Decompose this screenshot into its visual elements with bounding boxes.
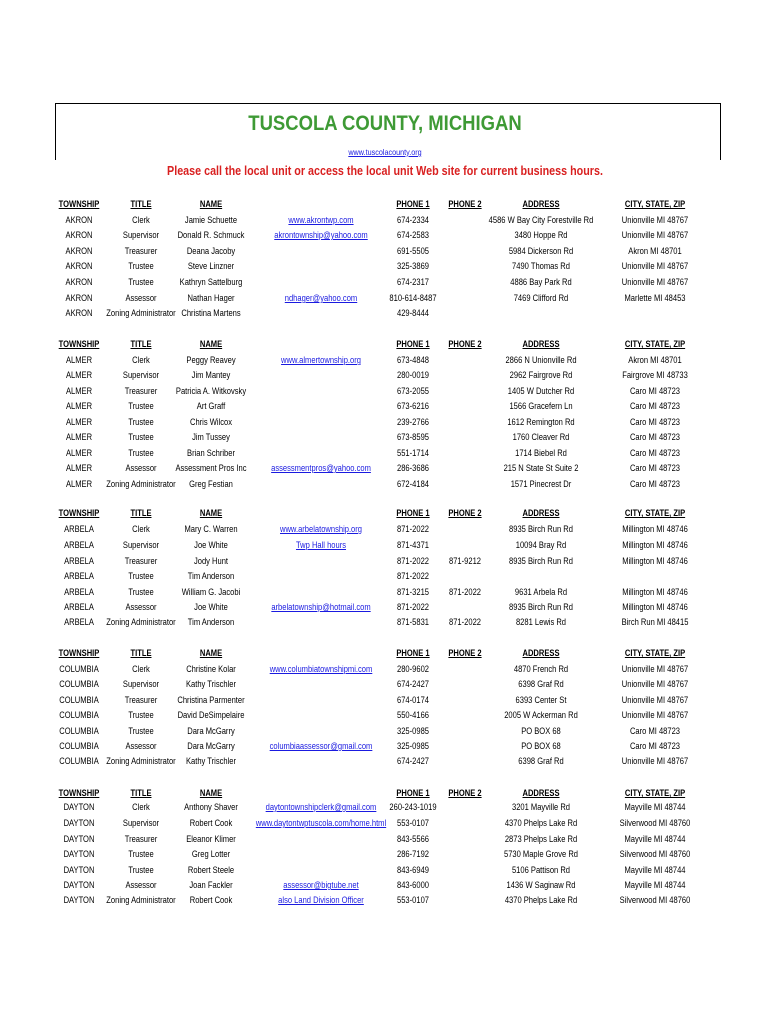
name-cell: Robert Cook xyxy=(189,895,233,905)
phone1-cell: 871-2022 xyxy=(397,571,429,581)
township-cell: ALMER xyxy=(65,370,93,380)
city-zip-cell: Mayville MI 48744 xyxy=(624,802,686,812)
address-cell: 2866 N Unionville Rd xyxy=(505,355,577,365)
title-cell: Supervisor xyxy=(122,230,160,240)
column-header: TOWNSHIP xyxy=(58,788,100,798)
township-cell: ARBELA xyxy=(64,524,94,534)
name-cell: Patricia A. Witkovsky xyxy=(175,386,247,396)
address-cell: 5730 Maple Grove Rd xyxy=(503,849,579,859)
address-cell: 1612 Remington Rd xyxy=(507,417,575,427)
name-cell: Nathan Hager xyxy=(187,293,235,303)
name-cell: William G. Jacobi xyxy=(181,587,241,597)
phone1-cell: 674-0174 xyxy=(397,695,429,705)
city-zip-cell: Caro MI 48723 xyxy=(629,726,681,736)
phone1-cell: 674-2334 xyxy=(397,215,429,225)
column-header: TITLE xyxy=(130,788,152,798)
phone1-cell: 429-8444 xyxy=(397,308,429,318)
city-zip-cell: Akron MI 48701 xyxy=(628,246,682,256)
address-cell: 3480 Hoppe Rd xyxy=(514,230,568,240)
township-cell: ALMER xyxy=(65,463,93,473)
phone1-cell: 550-4166 xyxy=(397,710,429,720)
title-cell: Trustee xyxy=(128,401,154,411)
phone1-cell: 674-2317 xyxy=(397,277,429,287)
name-cell: Jamie Schuette xyxy=(184,215,238,225)
city-zip-cell: Mayville MI 48744 xyxy=(624,865,686,875)
name-cell: Assessment Pros Inc xyxy=(175,463,247,473)
phone1-cell: 673-6216 xyxy=(397,401,429,411)
column-header: PHONE 2 xyxy=(448,648,482,658)
name-cell: Chris Wilcox xyxy=(189,417,233,427)
title-cell: Assessor xyxy=(125,463,157,473)
name-cell: Joan Fackler xyxy=(189,880,233,890)
address-cell: 1714 Biebel Rd xyxy=(515,448,567,458)
city-zip-cell: Mayville MI 48744 xyxy=(624,880,686,890)
township-cell: ARBELA xyxy=(64,540,94,550)
township-cell: DAYTON xyxy=(63,818,95,828)
title-cell: Trustee xyxy=(128,726,154,736)
name-cell: David DeSimpelaire xyxy=(177,710,245,720)
column-header: TOWNSHIP xyxy=(58,648,100,658)
township-cell: AKRON xyxy=(65,293,93,303)
phone1-cell: 810-614-8487 xyxy=(389,293,437,303)
township-cell: ARBELA xyxy=(64,571,94,581)
city-zip-cell: Caro MI 48723 xyxy=(629,463,681,473)
address-cell: 4370 Phelps Lake Rd xyxy=(504,818,578,828)
address-cell: 5984 Dickerson Rd xyxy=(508,246,574,256)
column-header: NAME xyxy=(199,788,223,798)
name-cell: Greg Lotter xyxy=(191,849,231,859)
title-cell: Zoning Administrator xyxy=(106,479,176,489)
title-cell: Treasurer xyxy=(124,556,158,566)
name-cell: Art Graff xyxy=(196,401,226,411)
township-cell: COLUMBIA xyxy=(59,679,99,689)
phone1-cell: 843-6000 xyxy=(397,880,429,890)
phone1-cell: 674-2427 xyxy=(397,679,429,689)
address-cell: 1566 Gracefern Ln xyxy=(509,401,573,411)
column-header: ADDRESS xyxy=(522,648,560,658)
phone1-cell: 871-3215 xyxy=(397,587,429,597)
township-cell: ALMER xyxy=(65,401,93,411)
address-cell: PO BOX 68 xyxy=(521,741,561,751)
web-cell[interactable]: arbelatownship@hotmail.com xyxy=(271,602,371,612)
address-cell: 8935 Birch Run Rd xyxy=(509,556,573,566)
title-cell: Treasurer xyxy=(124,695,158,705)
column-header: TOWNSHIP xyxy=(58,339,100,349)
city-zip-cell: Caro MI 48723 xyxy=(629,479,681,489)
address-cell: 8281 Lewis Rd xyxy=(515,617,567,627)
phone2-cell: 871-2022 xyxy=(449,587,481,597)
township-cell: ALMER xyxy=(65,448,93,458)
township-cell: COLUMBIA xyxy=(59,756,99,766)
phone1-cell: 551-1714 xyxy=(397,448,429,458)
web-cell[interactable]: www.almertownship.org xyxy=(281,355,361,365)
address-cell: 4586 W Bay City Forestville Rd xyxy=(488,215,594,225)
township-cell: ALMER xyxy=(65,417,93,427)
web-cell[interactable]: daytontownshipclerk@gmail.com xyxy=(265,802,377,812)
title-cell: Treasurer xyxy=(124,386,158,396)
address-cell: 2005 W Ackerman Rd xyxy=(504,710,578,720)
address-cell: 1405 W Dutcher Rd xyxy=(507,386,575,396)
column-header: PHONE 1 xyxy=(396,788,430,798)
phone1-cell: 260-243-1019 xyxy=(389,802,437,812)
city-zip-cell: Caro MI 48723 xyxy=(629,417,681,427)
address-cell: 6398 Graf Rd xyxy=(518,679,564,689)
phone1-cell: 871-2022 xyxy=(397,602,429,612)
name-cell: Joe White xyxy=(194,540,228,550)
title-cell: Trustee xyxy=(128,571,154,581)
city-zip-cell: Caro MI 48723 xyxy=(629,448,681,458)
phone1-cell: 286-3686 xyxy=(397,463,429,473)
column-header: PHONE 1 xyxy=(396,199,430,209)
title-cell: Supervisor xyxy=(122,818,160,828)
title-cell: Trustee xyxy=(128,865,154,875)
web-cell[interactable]: Twp Hall hours xyxy=(295,540,347,550)
township-cell: AKRON xyxy=(65,261,93,271)
title-cell: Clerk xyxy=(132,524,150,534)
address-cell: 8935 Birch Run Rd xyxy=(509,524,573,534)
city-zip-cell: Unionville MI 48767 xyxy=(621,230,689,240)
phone1-cell: 280-0019 xyxy=(397,370,429,380)
column-header: PHONE 2 xyxy=(448,788,482,798)
column-header: PHONE 2 xyxy=(448,199,482,209)
title-cell: Trustee xyxy=(128,432,154,442)
name-cell: Joe White xyxy=(194,602,228,612)
title-cell: Zoning Administrator xyxy=(106,895,176,905)
title-cell: Assessor xyxy=(125,880,157,890)
business-hours-notice: Please call the local unit or access the local unit Web site for current business hours. xyxy=(167,164,603,178)
title-cell: Trustee xyxy=(128,261,154,271)
name-cell: Kathy Trischler xyxy=(185,679,237,689)
township-cell: AKRON xyxy=(65,308,93,318)
name-cell: Mary C. Warren xyxy=(184,524,238,534)
name-cell: Peggy Reavey xyxy=(186,355,236,365)
title-cell: Trustee xyxy=(128,710,154,720)
phone1-cell: 280-9602 xyxy=(397,664,429,674)
address-cell: 1436 W Saginaw Rd xyxy=(506,880,576,890)
name-cell: Jim Tussey xyxy=(192,432,230,442)
phone1-cell: 673-2055 xyxy=(397,386,429,396)
name-cell: Kathy Trischler xyxy=(185,756,237,766)
township-cell: DAYTON xyxy=(63,880,95,890)
title-cell: Assessor xyxy=(125,293,157,303)
phone1-cell: 871-5831 xyxy=(397,617,429,627)
title-cell: Zoning Administrator xyxy=(106,308,176,318)
column-header: NAME xyxy=(199,339,223,349)
phone1-cell: 674-2427 xyxy=(397,756,429,766)
township-cell: AKRON xyxy=(65,230,93,240)
city-zip-cell: Unionville MI 48767 xyxy=(621,679,689,689)
township-cell: DAYTON xyxy=(63,802,95,812)
title-cell: Clerk xyxy=(132,802,150,812)
title-cell: Clerk xyxy=(132,664,150,674)
city-zip-cell: Silverwood MI 48760 xyxy=(619,849,691,859)
title-cell: Trustee xyxy=(128,277,154,287)
city-zip-cell: Unionville MI 48767 xyxy=(621,261,689,271)
city-zip-cell: Millington MI 48746 xyxy=(622,602,688,612)
title-cell: Trustee xyxy=(128,587,154,597)
title-cell: Zoning Administrator xyxy=(106,756,176,766)
name-cell: Christine Kolar xyxy=(186,664,236,674)
city-zip-cell: Caro MI 48723 xyxy=(629,401,681,411)
phone1-cell: 325-0985 xyxy=(397,741,429,751)
column-header: NAME xyxy=(199,199,223,209)
address-cell: 1571 Pinecrest Dr xyxy=(510,479,572,489)
address-cell: 4870 French Rd xyxy=(513,664,569,674)
phone1-cell: 871-4371 xyxy=(397,540,429,550)
name-cell: Christina Parmenter xyxy=(177,695,245,705)
title-cell: Supervisor xyxy=(122,679,160,689)
address-cell: 10094 Bray Rd xyxy=(515,540,567,550)
name-cell: Tim Anderson xyxy=(187,571,235,581)
address-cell: 1760 Cleaver Rd xyxy=(512,432,570,442)
township-cell: AKRON xyxy=(65,277,93,287)
phone1-cell: 286-7192 xyxy=(397,849,429,859)
name-cell: Jody Hunt xyxy=(193,556,229,566)
phone1-cell: 673-8595 xyxy=(397,432,429,442)
city-zip-cell: Unionville MI 48767 xyxy=(621,277,689,287)
city-zip-cell: Unionville MI 48767 xyxy=(621,695,689,705)
page-title: TUSCOLA COUNTY, MICHIGAN xyxy=(248,112,522,135)
city-zip-cell: Unionville MI 48767 xyxy=(621,710,689,720)
city-zip-cell: Unionville MI 48767 xyxy=(621,756,689,766)
township-cell: COLUMBIA xyxy=(59,710,99,720)
city-zip-cell: Mayville MI 48744 xyxy=(624,834,686,844)
address-cell: 6398 Graf Rd xyxy=(518,756,564,766)
phone1-cell: 674-2583 xyxy=(397,230,429,240)
name-cell: Anthony Shaver xyxy=(184,802,238,812)
township-cell: ALMER xyxy=(65,432,93,442)
address-cell: 8935 Birch Run Rd xyxy=(509,602,573,612)
title-cell: Trustee xyxy=(128,448,154,458)
column-header: NAME xyxy=(199,648,223,658)
phone1-cell: 871-2022 xyxy=(397,524,429,534)
city-zip-cell: Marlette MI 48453 xyxy=(624,293,686,303)
city-zip-cell: Caro MI 48723 xyxy=(629,386,681,396)
column-header: ADDRESS xyxy=(522,508,560,518)
phone1-cell: 325-3869 xyxy=(397,261,429,271)
name-cell: Kathryn Sattelburg xyxy=(179,277,243,287)
phone1-cell: 553-0107 xyxy=(397,895,429,905)
web-cell[interactable]: assessor@bigtube.net xyxy=(283,880,359,890)
township-cell: ARBELA xyxy=(64,556,94,566)
city-zip-cell: Millington MI 48746 xyxy=(622,556,688,566)
name-cell: Tim Anderson xyxy=(187,617,235,627)
phone1-cell: 691-5505 xyxy=(397,246,429,256)
web-cell[interactable]: akrontownship@yahoo.com xyxy=(274,230,368,240)
web-cell[interactable]: www.columbiatownshipmi.com xyxy=(269,664,373,674)
title-cell: Trustee xyxy=(128,849,154,859)
title-cell: Assessor xyxy=(125,602,157,612)
name-cell: Brian Schriber xyxy=(187,448,235,458)
name-cell: Jim Mantey xyxy=(191,370,231,380)
city-zip-cell: Unionville MI 48767 xyxy=(621,215,689,225)
column-header: TITLE xyxy=(130,339,152,349)
web-cell[interactable]: columbiaassessor@gmail.com xyxy=(269,741,373,751)
phone1-cell: 325-0985 xyxy=(397,726,429,736)
township-cell: COLUMBIA xyxy=(59,741,99,751)
column-header: TITLE xyxy=(130,199,152,209)
title-cell: Trustee xyxy=(128,417,154,427)
name-cell: Dara McGarry xyxy=(187,741,235,751)
township-cell: AKRON xyxy=(65,246,93,256)
city-zip-cell: Caro MI 48723 xyxy=(629,741,681,751)
township-cell: DAYTON xyxy=(63,895,95,905)
column-header: PHONE 2 xyxy=(448,339,482,349)
column-header: ADDRESS xyxy=(522,199,560,209)
title-cell: Clerk xyxy=(132,355,150,365)
web-cell[interactable]: www.daytontwptuscola.com/home.html xyxy=(255,818,387,828)
web-cell[interactable]: ndhager@yahoo.com xyxy=(284,293,358,303)
city-zip-cell: Fairgrove MI 48733 xyxy=(622,370,688,380)
title-cell: Assessor xyxy=(125,741,157,751)
web-cell[interactable]: assessmentpros@yahoo.com xyxy=(271,463,371,473)
column-header: ADDRESS xyxy=(522,788,560,798)
column-header: TOWNSHIP xyxy=(58,199,100,209)
township-cell: ARBELA xyxy=(64,617,94,627)
city-zip-cell: Unionville MI 48767 xyxy=(621,664,689,674)
township-cell: DAYTON xyxy=(63,834,95,844)
column-header: CITY, STATE, ZIP xyxy=(624,648,686,658)
name-cell: Deana Jacoby xyxy=(186,246,236,256)
address-cell: 215 N State St Suite 2 xyxy=(503,463,579,473)
city-zip-cell: Akron MI 48701 xyxy=(628,355,682,365)
county-website-link[interactable]: www.tuscolacounty.org xyxy=(348,147,422,157)
title-cell: Clerk xyxy=(132,215,150,225)
column-header: PHONE 1 xyxy=(396,508,430,518)
address-cell: 4886 Bay Park Rd xyxy=(510,277,572,287)
column-header: CITY, STATE, ZIP xyxy=(624,199,686,209)
address-cell: 2873 Phelps Lake Rd xyxy=(504,834,578,844)
column-header: TITLE xyxy=(130,648,152,658)
township-cell: DAYTON xyxy=(63,849,95,859)
phone1-cell: 672-4184 xyxy=(397,479,429,489)
column-header: ADDRESS xyxy=(522,339,560,349)
township-cell: ARBELA xyxy=(64,602,94,612)
column-header: PHONE 1 xyxy=(396,339,430,349)
city-zip-cell: Millington MI 48746 xyxy=(622,540,688,550)
name-cell: Donald R. Schmuck xyxy=(177,230,245,240)
phone1-cell: 843-6949 xyxy=(397,865,429,875)
column-header: TOWNSHIP xyxy=(58,508,100,518)
name-cell: Eleanor Klimer xyxy=(186,834,236,844)
phone1-cell: 553-0107 xyxy=(397,818,429,828)
address-cell: PO BOX 68 xyxy=(521,726,561,736)
township-cell: ALMER xyxy=(65,386,93,396)
city-zip-cell: Caro MI 48723 xyxy=(629,432,681,442)
address-cell: 2962 Fairgrove Rd xyxy=(509,370,573,380)
township-cell: COLUMBIA xyxy=(59,664,99,674)
township-cell: ALMER xyxy=(65,479,93,489)
name-cell: Robert Cook xyxy=(189,818,233,828)
phone2-cell: 871-2022 xyxy=(449,617,481,627)
city-zip-cell: Silverwood MI 48760 xyxy=(619,895,691,905)
city-zip-cell: Millington MI 48746 xyxy=(622,587,688,597)
name-cell: Christina Martens xyxy=(181,308,241,318)
name-cell: Greg Festian xyxy=(189,479,233,489)
name-cell: Robert Steele xyxy=(187,865,235,875)
title-cell: Supervisor xyxy=(122,370,160,380)
phone2-cell: 871-9212 xyxy=(449,556,481,566)
web-cell[interactable]: www.arbelatownship.org xyxy=(279,524,363,534)
title-cell: Supervisor xyxy=(122,540,160,550)
web-cell[interactable]: also Land Division Officer xyxy=(278,895,364,905)
address-cell: 5106 Pattison Rd xyxy=(511,865,571,875)
column-header: CITY, STATE, ZIP xyxy=(624,339,686,349)
name-cell: Dara McGarry xyxy=(187,726,235,736)
address-cell: 7490 Thomas Rd xyxy=(512,261,570,271)
address-cell: 6393 Center St xyxy=(515,695,567,705)
township-cell: COLUMBIA xyxy=(59,695,99,705)
column-header: PHONE 2 xyxy=(448,508,482,518)
address-cell: 4370 Phelps Lake Rd xyxy=(504,895,578,905)
township-cell: DAYTON xyxy=(63,865,95,875)
name-cell: Steve Linzner xyxy=(187,261,235,271)
column-header: TITLE xyxy=(130,508,152,518)
web-cell[interactable]: www.akrontwp.com xyxy=(288,215,354,225)
city-zip-cell: Birch Run MI 48415 xyxy=(621,617,689,627)
title-cell: Treasurer xyxy=(124,246,158,256)
column-header: CITY, STATE, ZIP xyxy=(624,788,686,798)
column-header: NAME xyxy=(199,508,223,518)
address-cell: 3201 Mayville Rd xyxy=(511,802,571,812)
phone1-cell: 843-5566 xyxy=(397,834,429,844)
phone1-cell: 239-2766 xyxy=(397,417,429,427)
township-cell: AKRON xyxy=(65,215,93,225)
title-cell: Zoning Administrator xyxy=(106,617,176,627)
township-cell: COLUMBIA xyxy=(59,726,99,736)
city-zip-cell: Millington MI 48746 xyxy=(622,524,688,534)
address-cell: 7469 Clifford Rd xyxy=(513,293,569,303)
township-cell: ARBELA xyxy=(64,587,94,597)
city-zip-cell: Silverwood MI 48760 xyxy=(619,818,691,828)
township-cell: ALMER xyxy=(65,355,93,365)
column-header: PHONE 1 xyxy=(396,648,430,658)
title-cell: Treasurer xyxy=(124,834,158,844)
address-cell: 9631 Arbela Rd xyxy=(514,587,568,597)
phone1-cell: 673-4848 xyxy=(397,355,429,365)
phone1-cell: 871-2022 xyxy=(397,556,429,566)
column-header: CITY, STATE, ZIP xyxy=(624,508,686,518)
